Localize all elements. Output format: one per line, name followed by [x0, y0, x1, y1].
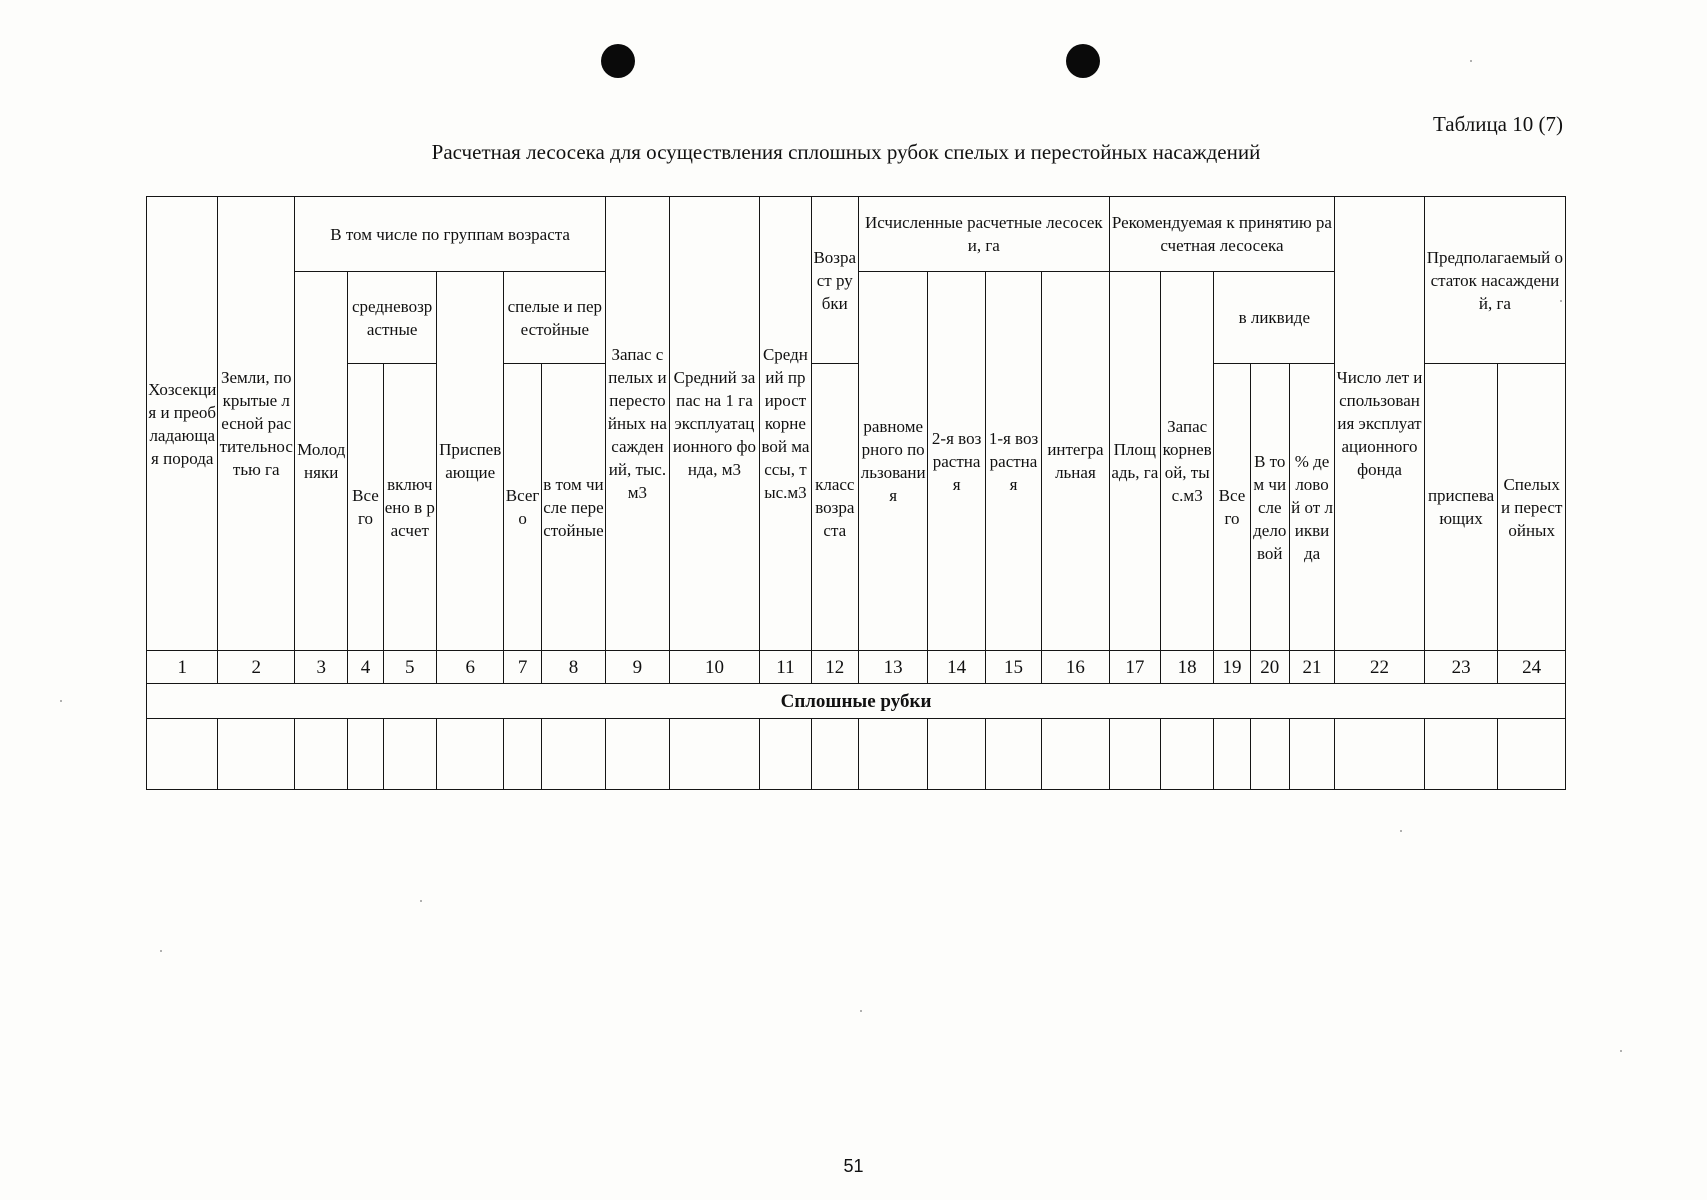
empty-cell [1214, 719, 1250, 790]
empty-cell [1042, 719, 1109, 790]
header-avg-increment: Средний прирост корневой массы, тыс.м3 [760, 197, 811, 651]
header-root-stock: Запас корневой, тыс.м3 [1161, 272, 1214, 651]
empty-cell [606, 719, 669, 790]
header-avg-stock: Средний запас на 1 га эксплуатационного фонда, м3 [669, 197, 760, 651]
document-title [0, 140, 1707, 165]
header-middle-aged: средневозрастные [348, 272, 437, 364]
column-number: 12 [811, 651, 858, 684]
empty-cell [1289, 719, 1334, 790]
header-remainder-mature: Спелых и перестойных [1498, 364, 1566, 651]
empty-cell [1250, 719, 1289, 790]
empty-cell [669, 719, 760, 790]
header-business-wood: В том числе деловой [1250, 364, 1289, 651]
header-liquid-total: Всего [1214, 364, 1250, 651]
empty-cell [1161, 719, 1214, 790]
empty-cell [1109, 719, 1160, 790]
table-label: Таблица 10 (7) [1432, 112, 1563, 136]
header-middle-total: Всего [348, 364, 383, 651]
header-area: Площадь, га [1109, 272, 1160, 651]
header-premature: Приспевающие [436, 272, 503, 651]
header-overmature: в том числе перестойные [541, 364, 606, 651]
header-years-of-use: Число лет использования эксплуатационного фонда [1335, 197, 1425, 651]
header-middle-included: включено в расчет [383, 364, 436, 651]
empty-cell [1424, 719, 1498, 790]
column-number: 7 [504, 651, 541, 684]
column-number-row [147, 651, 1566, 684]
empty-cell [295, 719, 348, 790]
empty-cell [928, 719, 985, 790]
column-number: 13 [858, 651, 927, 684]
section-row [147, 684, 1566, 719]
header-recommended-felling: Рекомендуемая к принятию расчетная лесосека [1109, 197, 1335, 272]
document-title-text: Расчетная лесосека для осуществления сплошных рубок спелых и перестойных насаждений [431, 140, 1261, 164]
scan-speck [1400, 830, 1402, 832]
scan-speck [1620, 1050, 1622, 1052]
header-mature-stock: Запас спелых и перестойных насаждений, тыс. м3 [606, 197, 669, 651]
empty-cell [383, 719, 436, 790]
felling-table [146, 196, 1566, 790]
column-number: 23 [1424, 651, 1498, 684]
column-number: 4 [348, 651, 383, 684]
header-young-stands: Молодняки [295, 272, 348, 651]
header-calculated-felling: Исчисленные расчетные лесосеки, га [858, 197, 1109, 272]
column-number: 21 [1289, 651, 1334, 684]
empty-cell [348, 719, 383, 790]
header-mature-overmature: спелые и перестойные [504, 272, 606, 364]
scan-speck [1470, 60, 1472, 62]
header-remainder-premature: приспевающих [1424, 364, 1498, 651]
column-number: 17 [1109, 651, 1160, 684]
header-age-groups: В том числе по группам возраста [295, 197, 606, 272]
empty-cell [1335, 719, 1425, 790]
header-row-1 [147, 197, 1566, 272]
column-number: 11 [760, 651, 811, 684]
header-uniform-use: равномерного пользования [858, 272, 927, 651]
empty-cell [858, 719, 927, 790]
binder-hole-right [1066, 44, 1100, 78]
empty-cell [1498, 719, 1566, 790]
binder-hole-left [601, 44, 635, 78]
empty-cell [760, 719, 811, 790]
scan-speck [60, 700, 62, 702]
column-number: 6 [436, 651, 503, 684]
column-number: 2 [218, 651, 295, 684]
column-number: 20 [1250, 651, 1289, 684]
empty-cell [504, 719, 541, 790]
section-clear-cutting: Сплошные рубки [147, 684, 1566, 719]
column-number: 22 [1335, 651, 1425, 684]
column-number: 14 [928, 651, 985, 684]
column-number: 3 [295, 651, 348, 684]
header-expected-remainder: Предполагаемый остаток насаждений, га [1424, 197, 1565, 364]
column-number: 19 [1214, 651, 1250, 684]
empty-data-row [147, 719, 1566, 790]
column-number: 16 [1042, 651, 1109, 684]
header-in-liquid: в ликвиде [1214, 272, 1335, 364]
scan-speck [860, 1010, 862, 1012]
empty-cell [147, 719, 218, 790]
scan-speck [420, 900, 422, 902]
header-forested-land: Земли, покрытые лесной растительностью га [218, 197, 295, 651]
empty-cell [218, 719, 295, 790]
column-number: 5 [383, 651, 436, 684]
column-number: 8 [541, 651, 606, 684]
header-age-class: класс возраста [811, 364, 858, 651]
page-number: 51 [843, 1156, 864, 1176]
header-first-age: 1-я возрастная [985, 272, 1041, 651]
column-number: 18 [1161, 651, 1214, 684]
column-number: 9 [606, 651, 669, 684]
header-felling-age: Возраст рубки [811, 197, 858, 364]
empty-cell [985, 719, 1041, 790]
empty-cell [436, 719, 503, 790]
column-number: 10 [669, 651, 760, 684]
header-zone-species: Хозсекция и преобладающая порода [147, 197, 218, 651]
header-integral: интегральная [1042, 272, 1109, 651]
header-second-age: 2-я возрастная [928, 272, 985, 651]
scan-speck [160, 950, 162, 952]
header-business-percent: % деловой от ликвида [1289, 364, 1334, 651]
column-number: 24 [1498, 651, 1566, 684]
empty-cell [541, 719, 606, 790]
header-mature-total: Всего [504, 364, 541, 651]
column-number: 15 [985, 651, 1041, 684]
column-number: 1 [147, 651, 218, 684]
empty-cell [811, 719, 858, 790]
